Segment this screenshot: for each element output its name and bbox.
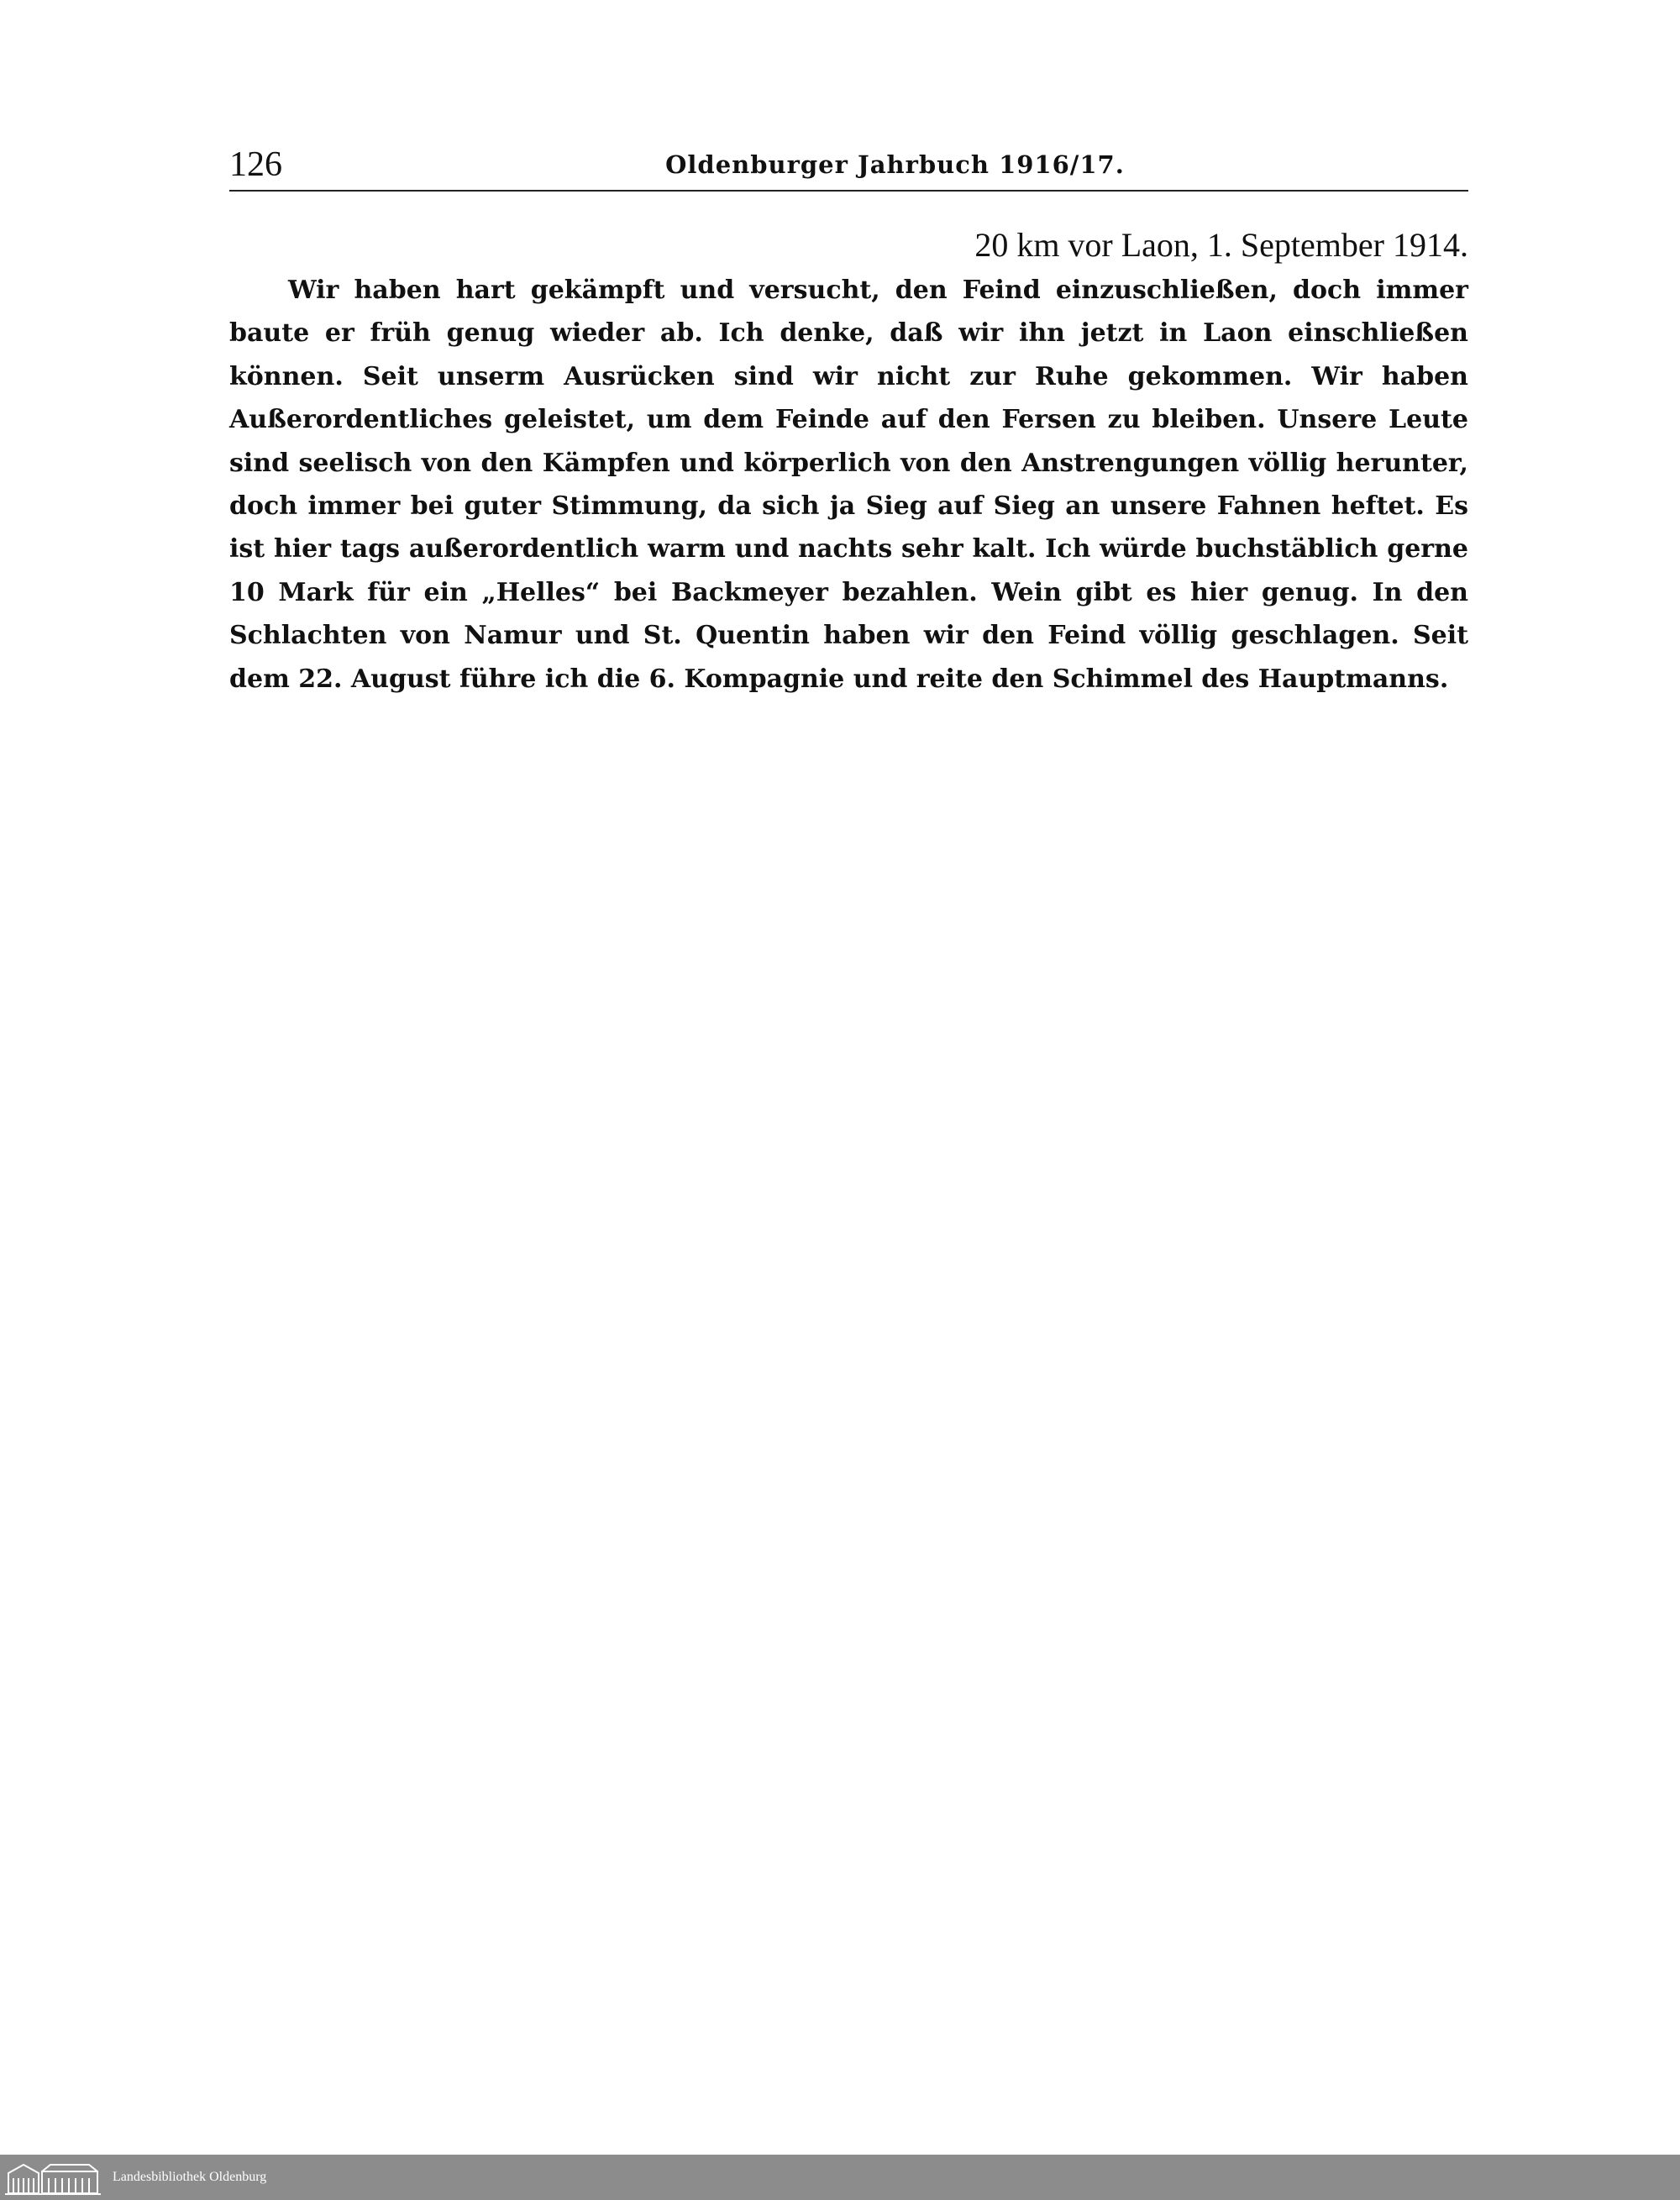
footer-label: Landesbibliothek Oldenburg: [113, 2170, 267, 2184]
header-rule: [229, 190, 1468, 192]
letter-dateline: 20 km vor Laon, 1. September 1914.: [974, 226, 1468, 264]
footer-bar: [0, 2155, 1680, 2200]
running-title: Oldenburger Jahrbuch 1916/17.: [665, 150, 1125, 179]
running-header: [229, 143, 1468, 186]
letter-body: Wir haben hart gekämpft und versucht, den Feind einzuschließen, doch immer baute er früh genug wieder ab. Ich denke, daß wir ihn jetzt in Laon einschließen können. Seit unserm Ausrücken sind wir nicht zur Ruhe gekommen. Wir haben Außerordentliches geleistet, um dem Feinde auf den Fersen zu bleiben. Unsere Leute sind seelisch von den Kämpfen und körperlich von den Anstrengungen völlig herunter, doch immer bei guter Stimmung, da sich ja Sieg auf Sieg an unsere Fahnen heftet. Es ist hier tags außerordentlich warm und nachts sehr kalt. Ich würde buchstäblich gerne 10 Mark für ein „Helles“ bei Backmeyer bezahlen. Wein gibt es hier genug. In den Schlachten von Namur und St. Quentin haben wir den Feind völlig geschlagen. Seit dem 22. August führe ich die 6. Kompagnie und reite den Schimmel des Hauptmanns.: [229, 276, 1468, 694]
page-number: 126: [229, 145, 282, 184]
library-building-icon: [3, 2160, 102, 2197]
